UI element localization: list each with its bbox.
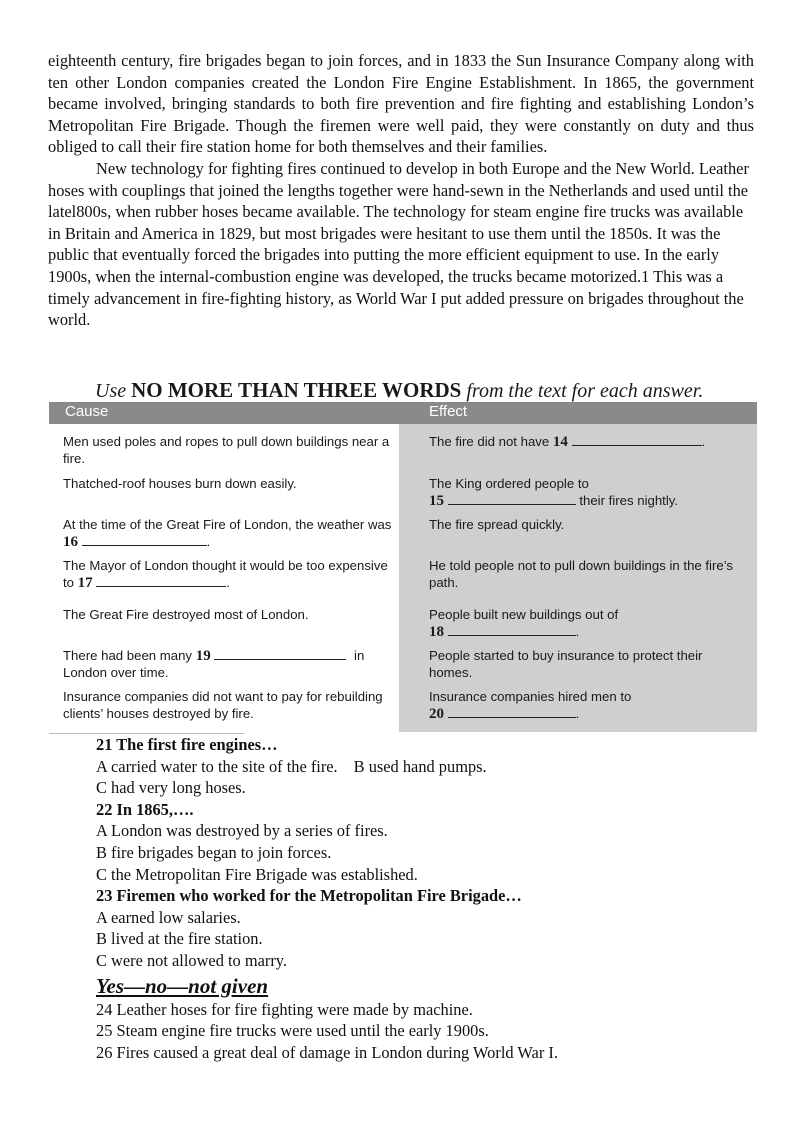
question-21-stem: 21 The first fire engines… bbox=[96, 735, 278, 754]
question-22-stem: 22 In 1865,…. bbox=[96, 799, 194, 819]
answer-blank-17[interactable] bbox=[96, 576, 226, 587]
question-22-option-c[interactable]: C the Metropolitan Fire Brigade was established. bbox=[96, 864, 418, 884]
answer-blank-20[interactable] bbox=[448, 707, 576, 718]
question-number-16: 16 bbox=[63, 533, 78, 550]
effect-row-2: The King ordered people to 15 their fires nightly. bbox=[429, 476, 679, 509]
answer-blank-18[interactable] bbox=[448, 625, 576, 636]
effect-row-7: Insurance companies hired men to 20 . bbox=[429, 689, 632, 722]
question-21-options bbox=[96, 756, 736, 778]
question-23-option-c[interactable]: C were not allowed to marry. bbox=[96, 950, 288, 970]
question-number-19: 19 bbox=[195, 648, 211, 664]
question-number-20: 20 bbox=[429, 705, 444, 722]
table-header bbox=[49, 402, 757, 424]
instruction-post: from the text for each answer. bbox=[461, 380, 704, 402]
cause-row-3: At the time of the Great Fire of London, the weather was 16 . bbox=[63, 517, 392, 550]
statement-25: 25 Steam engine fire trucks were used until the early 1900s. bbox=[96, 1021, 489, 1041]
question-21-option-c[interactable]: C had very long hoses. bbox=[96, 778, 246, 798]
question-number-18: 18 bbox=[429, 623, 444, 640]
effect-row-6: People started to buy insurance to protect their homes. bbox=[429, 648, 703, 680]
question-23-option-a[interactable]: A earned low salaries. bbox=[96, 907, 241, 927]
reading-passage bbox=[48, 50, 754, 331]
instruction-pre: Use bbox=[95, 380, 132, 402]
cause-row-2: Thatched-roof houses burn down easily. bbox=[63, 476, 297, 491]
answer-blank-19[interactable] bbox=[214, 649, 346, 660]
effect-row-4: He told people not to pull down buildings in the fire’s path. bbox=[429, 558, 734, 590]
cause-row-6: There had been many 19 in London over time. bbox=[63, 648, 365, 680]
statement-26: 26 Fires caused a great deal of damage in London during World War I. bbox=[96, 1042, 558, 1062]
question-22-option-a[interactable]: A London was destroyed by a series of fires. bbox=[96, 821, 388, 841]
cause-row-5: The Great Fire destroyed most of London. bbox=[63, 607, 309, 622]
statement-24: 24 Leather hoses for fire fighting were made by machine. bbox=[96, 999, 473, 1019]
effect-row-5: People built new buildings out of 18 . bbox=[429, 607, 619, 640]
answer-blank-16[interactable] bbox=[82, 535, 207, 546]
answer-blank-14[interactable] bbox=[572, 435, 702, 446]
question-number-14: 14 bbox=[552, 434, 568, 450]
questions-section bbox=[96, 734, 736, 1063]
cause-effect-table bbox=[49, 402, 757, 732]
cause-header: Cause bbox=[65, 403, 109, 420]
question-number-15: 15 bbox=[429, 492, 444, 509]
question-22-option-b[interactable]: B fire brigades began to join forces. bbox=[96, 842, 332, 862]
question-21-option-b[interactable]: B used hand pumps. bbox=[353, 756, 487, 776]
effect-row-3: The fire spread quickly. bbox=[429, 517, 565, 532]
question-23-option-b[interactable]: B lived at the fire station. bbox=[96, 929, 263, 949]
cause-column bbox=[49, 424, 399, 732]
question-21-option-a[interactable]: A carried water to the site of the fire. bbox=[96, 756, 338, 776]
passage-paragraph-2: New technology for fighting fires continued to develop in both Europe and the New World. Leather hoses with couplings that joined the lengths together were hand-sewn in the Netherlands and used until the latel800s, when rubber hoses became available. The technology for steam engine fire trucks was available in Britain and America in 1829, but most brigades were hesitant to use them until the 1850s. It was the public that eventually forced the brigades into putting the more efficient equipment to use. In the early 1900s, when the internal-combustion engine was developed, the trucks became motorized.1 This was a timely advancement in fire-fighting history, as World War I put added pressure on brigades throughout the world. bbox=[48, 158, 749, 330]
effect-header: Effect bbox=[429, 403, 468, 420]
effect-column bbox=[399, 424, 757, 732]
answer-blank-15[interactable] bbox=[448, 494, 576, 505]
effect-row-1: The fire did not have 14 . bbox=[429, 434, 706, 450]
cause-row-7: Insurance companies did not want to pay for rebuilding clients’ houses destroyed by fire. bbox=[63, 689, 383, 721]
question-number-17: 17 bbox=[77, 574, 93, 591]
question-23-stem: 23 Firemen who worked for the Metropolitan Fire Brigade… bbox=[96, 886, 522, 906]
cause-row-1: Men used poles and ropes to pull down buildings near a fire. bbox=[63, 434, 390, 466]
task-instruction bbox=[95, 378, 703, 403]
passage-paragraph-1: eighteenth century, fire brigades began to join forces, and in 1833 the Sun Insurance Company along with ten other London companies created the London Fire Engine Establishment. In 1865, the government became involved, bringing standards to both fire prevention and fire fighting and establishing London’s Metropolitan Fire Brigade. Though the firemen were well paid, they were constantly on duty and thus obliged to call their fire station home for both themselves and their families. bbox=[48, 51, 754, 157]
cause-row-4: The Mayor of London thought it would be too expensive to 17 . bbox=[63, 558, 388, 591]
yes-no-not-given-heading: Yes—no—not given bbox=[96, 973, 269, 998]
instruction-word-limit: NO MORE THAN THREE WORDS bbox=[131, 378, 462, 402]
